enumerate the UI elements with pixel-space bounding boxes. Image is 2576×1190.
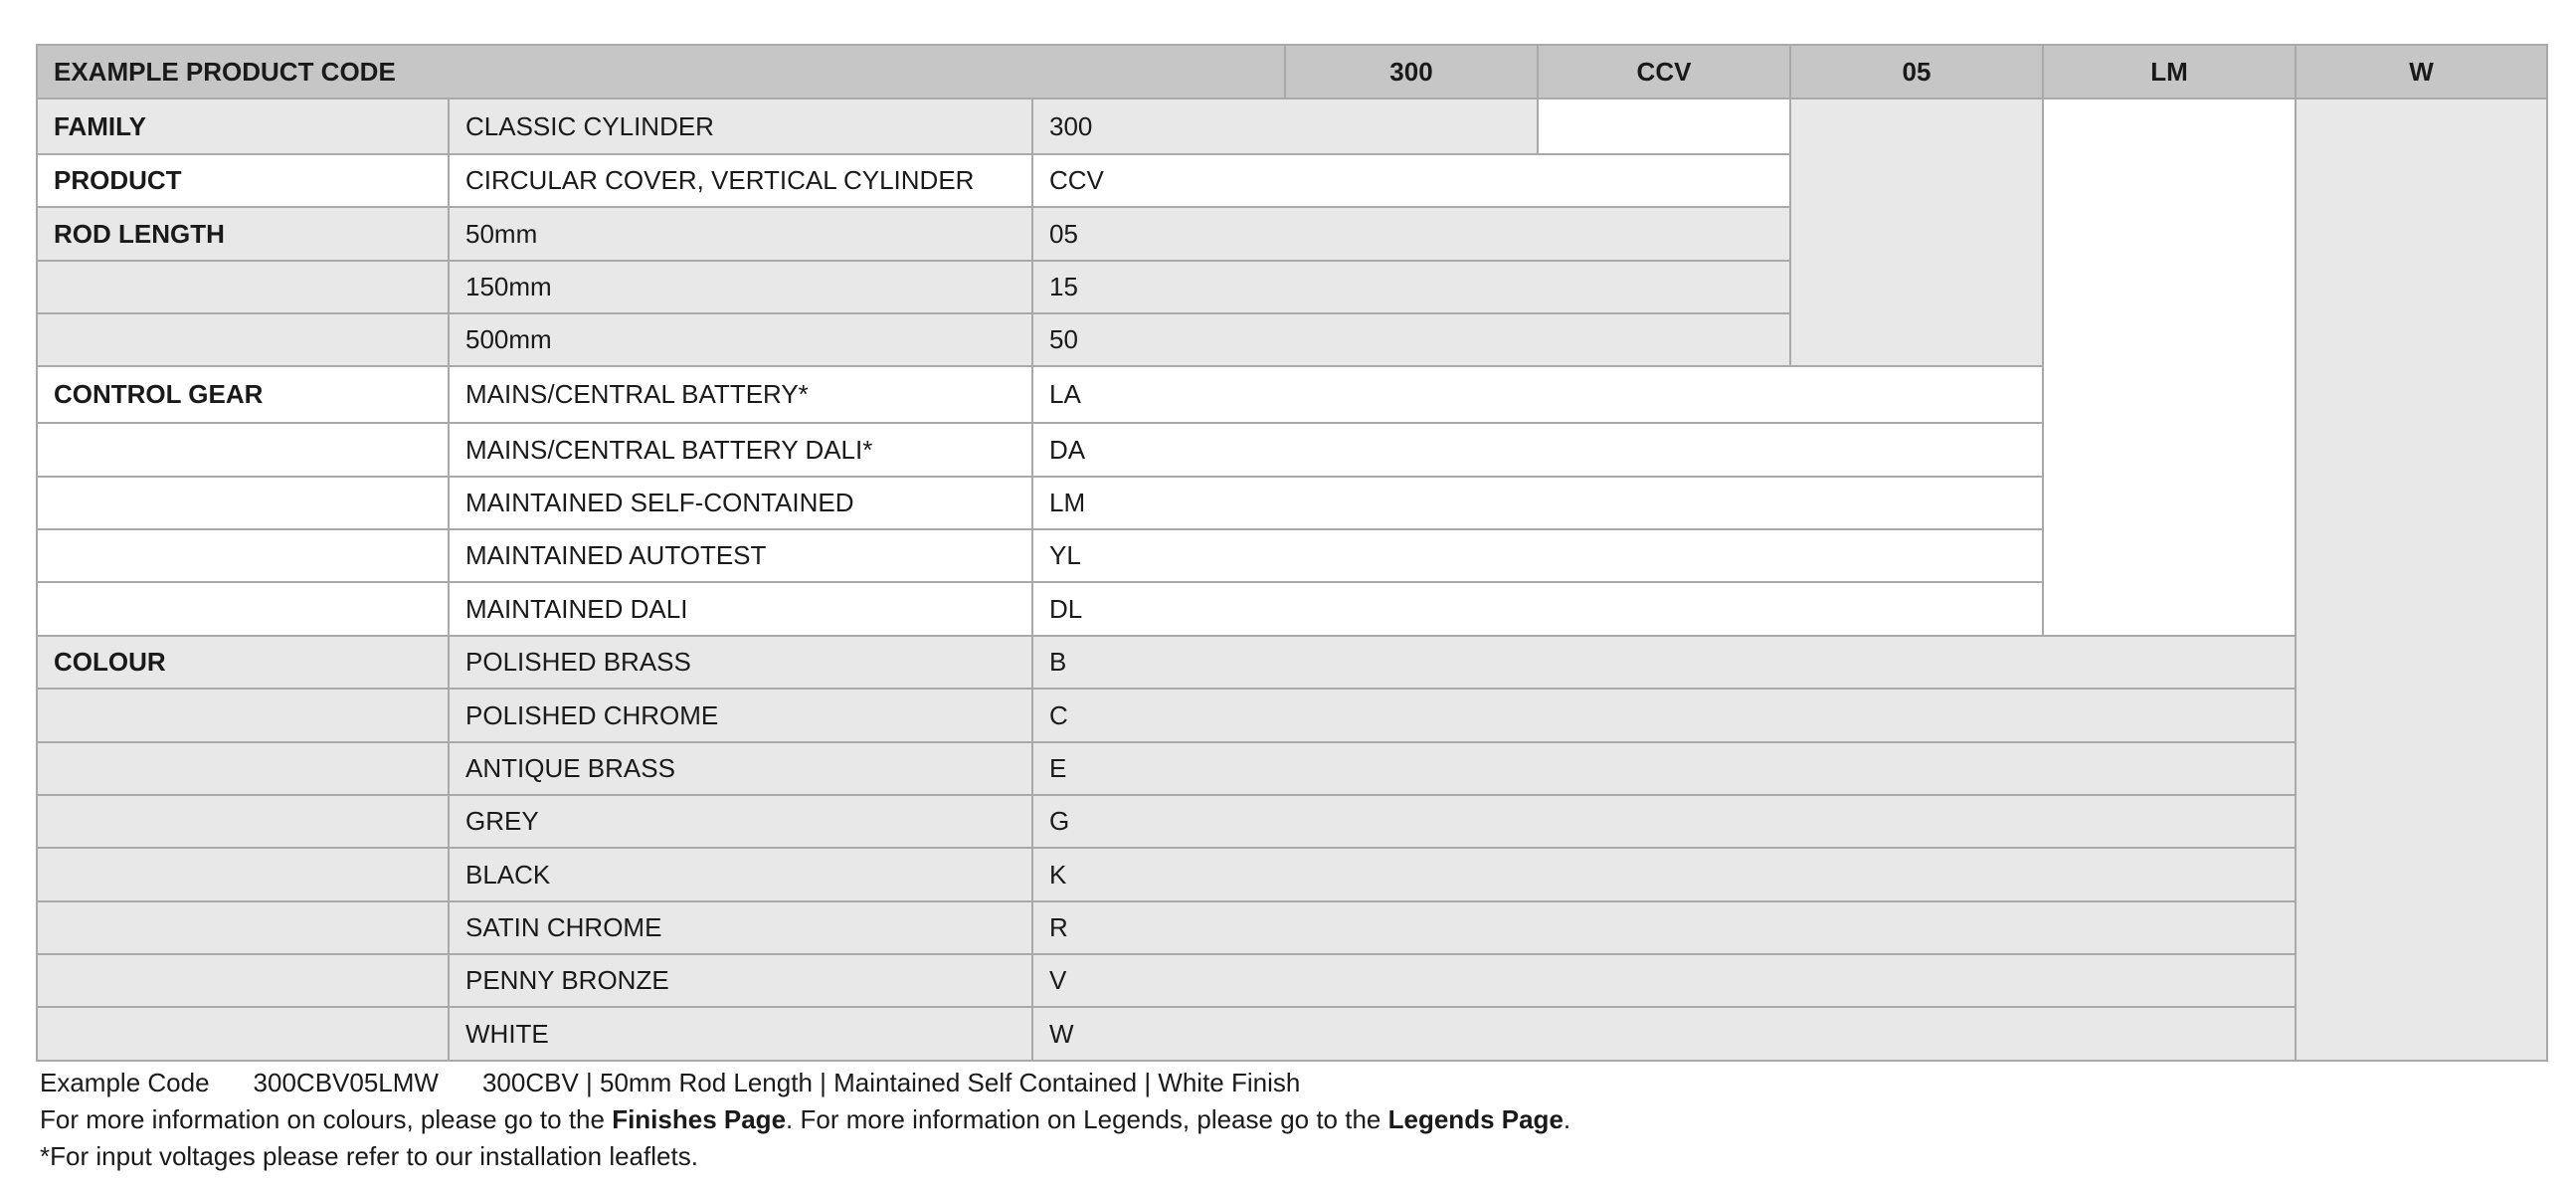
footer-note: *For input voltages please refer to our installation leaflets. — [40, 1141, 698, 1171]
row-code: YL — [1031, 528, 2044, 583]
row-label: FAMILY — [36, 98, 450, 155]
row-code: LA — [1031, 365, 2044, 424]
row-code: DA — [1031, 422, 2044, 478]
row-option: MAINS/CENTRAL BATTERY DALI* — [448, 422, 1033, 478]
footer-example-line — [40, 1068, 1300, 1098]
row-code: V — [1031, 953, 2297, 1008]
row-label — [36, 260, 450, 314]
footer-example-code: 300CBV05LMW — [253, 1068, 439, 1097]
row-code: LM — [1031, 476, 2044, 530]
footer-info-text-3: . — [1563, 1104, 1571, 1134]
row-label — [36, 528, 450, 583]
row-label — [36, 422, 450, 478]
row-option: CLASSIC CYLINDER — [448, 98, 1033, 155]
header-code-control-gear: LM — [2042, 44, 2297, 99]
row-code: 05 — [1031, 206, 1791, 262]
column-block-rod-length — [1789, 98, 2044, 367]
row-code: G — [1031, 794, 2297, 849]
row-option: BLACK — [448, 847, 1033, 902]
footer-info-text-1: For more information on colours, please go to the — [40, 1104, 613, 1134]
header-code-product: CCV — [1537, 44, 1791, 99]
row-label: PRODUCT — [36, 153, 450, 208]
header-code-colour: W — [2295, 44, 2548, 99]
row-option: SATIN CHROME — [448, 900, 1033, 955]
row-code: 15 — [1031, 260, 1791, 314]
row-option: MAINTAINED SELF-CONTAINED — [448, 476, 1033, 530]
header-code-rod-length: 05 — [1789, 44, 2044, 99]
row-code: 300 — [1031, 98, 1539, 155]
row-option: POLISHED BRASS — [448, 635, 1033, 690]
row-label — [36, 847, 450, 902]
row-label — [36, 953, 450, 1008]
row-option: PENNY BRONZE — [448, 953, 1033, 1008]
row-option: WHITE — [448, 1006, 1033, 1062]
row-option: 500mm — [448, 312, 1033, 367]
row-option: CIRCULAR COVER, VERTICAL CYLINDER — [448, 153, 1033, 208]
row-option: MAINS/CENTRAL BATTERY* — [448, 365, 1033, 424]
row-code: CCV — [1031, 153, 1791, 208]
row-code: C — [1031, 688, 2297, 743]
row-code: R — [1031, 900, 2297, 955]
row-code: DL — [1031, 581, 2044, 637]
footer-info-line — [40, 1104, 1570, 1135]
row-option: MAINTAINED AUTOTEST — [448, 528, 1033, 583]
row-label — [36, 1006, 450, 1062]
row-label — [36, 476, 450, 530]
row-code: W — [1031, 1006, 2297, 1062]
footer-info-text-2: . For more information on Legends, please go to the — [786, 1104, 1388, 1134]
row-option: POLISHED CHROME — [448, 688, 1033, 743]
row-option: 150mm — [448, 260, 1033, 314]
row-label — [36, 794, 450, 849]
row-option: GREY — [448, 794, 1033, 849]
header-code-family: 300 — [1284, 44, 1539, 99]
row-code: B — [1031, 635, 2297, 690]
footer-example-description: 300CBV | 50mm Rod Length | Maintained Self Contained | White Finish — [481, 1068, 1301, 1097]
row-label — [36, 312, 450, 367]
row-label — [36, 581, 450, 637]
column-block-control-gear — [2042, 98, 2297, 637]
legends-page-link[interactable]: Legends Page — [1387, 1104, 1564, 1134]
row-option: 50mm — [448, 206, 1033, 262]
row-label — [36, 741, 450, 796]
header-title: EXAMPLE PRODUCT CODE — [36, 44, 1286, 99]
column-block-colour — [2295, 98, 2548, 1062]
row-label: ROD LENGTH — [36, 206, 450, 262]
row-label: COLOUR — [36, 635, 450, 690]
row-option: ANTIQUE BRASS — [448, 741, 1033, 796]
row-option: MAINTAINED DALI — [448, 581, 1033, 637]
row-label — [36, 900, 450, 955]
row-code: 50 — [1031, 312, 1791, 367]
row-label — [36, 688, 450, 743]
footer-example-label: Example Code — [40, 1068, 210, 1097]
row-label: CONTROL GEAR — [36, 365, 450, 424]
finishes-page-link[interactable]: Finishes Page — [612, 1104, 787, 1134]
row-code: E — [1031, 741, 2297, 796]
row-code: K — [1031, 847, 2297, 902]
